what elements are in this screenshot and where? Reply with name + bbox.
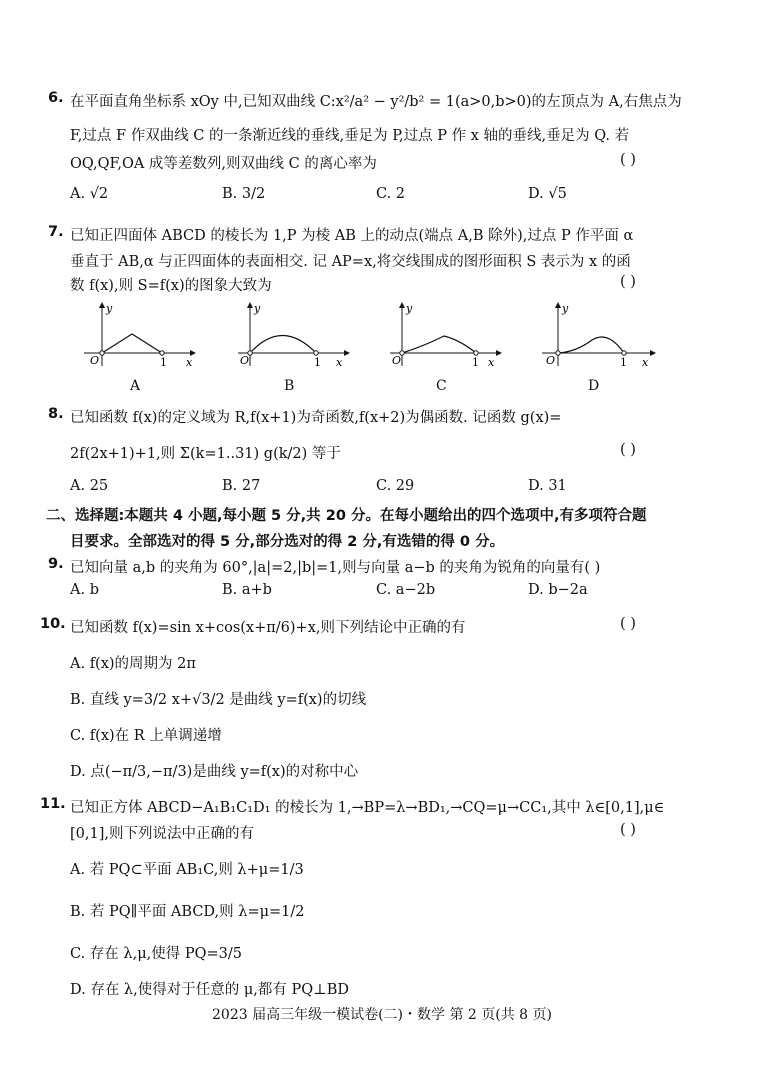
section2-heading-line1: 二、选择题:本题共 4 小题,每小题 5 分,共 20 分。在每小题给出的四个选项中,有多项符合题	[46, 508, 647, 524]
q8-option-b: B. 27	[222, 478, 261, 494]
q6-option-d: D. √5	[528, 186, 567, 202]
q11-option-d: D. 存在 λ,使得对于任意的 μ,都有 PQ⊥BD	[70, 982, 350, 998]
page-footer: 2023 届高三年级一模试卷(二)・数学 第 2 页(共 8 页)	[212, 1007, 552, 1023]
q10-answer-paren: ( )	[620, 616, 636, 632]
q7b-one: 1	[314, 356, 321, 369]
q8-number: 8.	[48, 406, 64, 422]
q7-line2: 垂直于 AB,α 与正四面体的表面相交. 记 AP=x,将交线围成的图形面积 S 表示为 x 的函	[70, 254, 631, 270]
q7-graph-label-b: B	[284, 378, 295, 394]
q7-graph-b	[232, 300, 352, 370]
q11-number: 11.	[40, 796, 66, 812]
q7-graph-label-d: D	[588, 378, 600, 394]
q11-option-b: B. 若 PQ∥平面 ABCD,则 λ=μ=1/2	[70, 904, 305, 920]
q6-option-c: C. 2	[376, 186, 406, 202]
q7-graph-a	[78, 300, 198, 370]
q10-option-b: B. 直线 y=3/2 x+√3/2 是曲线 y=f(x)的切线	[70, 692, 367, 708]
q6-line2: F,过点 F 作双曲线 C 的一条渐近线的垂线,垂足为 P,过点 P 作 x 轴的垂线,垂足为 Q. 若	[70, 128, 630, 144]
q10-option-a: A. f(x)的周期为 2π	[70, 656, 196, 672]
q7-line3: 数 f(x),则 S=f(x)的图象大致为	[70, 278, 272, 294]
q7c-one: 1	[472, 356, 479, 369]
q7-line1: 已知正四面体 ABCD 的棱长为 1,P 为棱 AB 上的动点(端点 A,B 除外),过点 P 作平面 α	[70, 228, 634, 244]
q7-graph-label-a: A	[130, 378, 141, 394]
q7-answer-paren: ( )	[620, 274, 636, 290]
q7c-x-label: x	[488, 356, 495, 369]
q6-option-b: B. 3/2	[222, 186, 266, 202]
q7-graph-c	[384, 300, 504, 370]
q10-option-c: C. f(x)在 R 上单调递增	[70, 728, 222, 744]
q7b-origin: O	[240, 354, 250, 367]
q9-option-a: A. b	[70, 582, 99, 598]
q8-option-d: D. 31	[528, 478, 567, 494]
q9-line1: 已知向量 a,b 的夹角为 60°,|a|=2,|b|=1,则与向量 a−b 的夹角为锐角的向量有( )	[70, 560, 601, 576]
q11-line1: 已知正方体 ABCD−A₁B₁C₁D₁ 的棱长为 1,→BP=λ→BD₁,→CQ=μ→CC₁,其中 λ∈[0,1],μ∈	[70, 800, 665, 816]
q8-answer-paren: ( )	[620, 442, 636, 458]
q9-option-c: C. a−2b	[376, 582, 436, 598]
q7b-x-label: x	[336, 356, 343, 369]
section2-heading-line2: 目要求。全部选对的得 5 分,部分选对的得 2 分,有选错的得 0 分。	[70, 534, 505, 550]
q6-line3: OQ,QF,OA 成等差数列,则双曲线 C 的离心率为	[70, 156, 377, 172]
q8-line1: 已知函数 f(x)的定义域为 R,f(x+1)为奇函数,f(x+2)为偶函数. 记函数 g(x)=	[70, 410, 562, 426]
q7d-origin: O	[546, 354, 556, 367]
q7a-one: 1	[160, 356, 167, 369]
q11-line2: [0,1],则下列说法中正确的有	[70, 826, 254, 842]
q6-line1: 在平面直角坐标系 xOy 中,已知双曲线 C:x²/a² − y²/b² = 1(a>0,b>0)的左顶点为 A,右焦点为	[70, 94, 682, 110]
q7a-origin: O	[90, 354, 100, 367]
q6-number: 6.	[48, 90, 64, 106]
q10-option-d: D. 点(−π/3,−π/3)是曲线 y=f(x)的对称中心	[70, 764, 359, 780]
q6-answer-paren: ( )	[620, 152, 636, 168]
q7c-y-label: y	[406, 302, 413, 315]
q8-option-c: C. 29	[376, 478, 415, 494]
q7-graph-label-c: C	[436, 378, 447, 394]
q9-number: 9.	[48, 556, 64, 572]
q7d-x-label: x	[642, 356, 649, 369]
q7a-x-label: x	[186, 356, 193, 369]
q8-line2: 2f(2x+1)+1,则 Σ(k=1..31) g(k/2) 等于	[70, 446, 341, 462]
q11-answer-paren: ( )	[620, 822, 636, 838]
q7a-y-label: y	[106, 302, 113, 315]
q7c-origin: O	[392, 354, 402, 367]
q7d-y-label: y	[562, 302, 569, 315]
q7b-y-label: y	[254, 302, 261, 315]
q7-graph-d	[536, 300, 660, 370]
q10-number: 10.	[40, 616, 66, 632]
q6-option-a: A. √2	[70, 186, 109, 202]
q10-line1: 已知函数 f(x)=sin x+cos(x+π/6)+x,则下列结论中正确的有	[70, 620, 466, 636]
q7-number: 7.	[48, 224, 64, 240]
q8-option-a: A. 25	[70, 478, 109, 494]
q9-option-b: B. a+b	[222, 582, 272, 598]
q7d-one: 1	[620, 356, 627, 369]
q11-option-a: A. 若 PQ⊂平面 AB₁C,则 λ+μ=1/3	[70, 862, 304, 878]
q11-option-c: C. 存在 λ,μ,使得 PQ=3/5	[70, 946, 242, 962]
q9-option-d: D. b−2a	[528, 582, 588, 598]
